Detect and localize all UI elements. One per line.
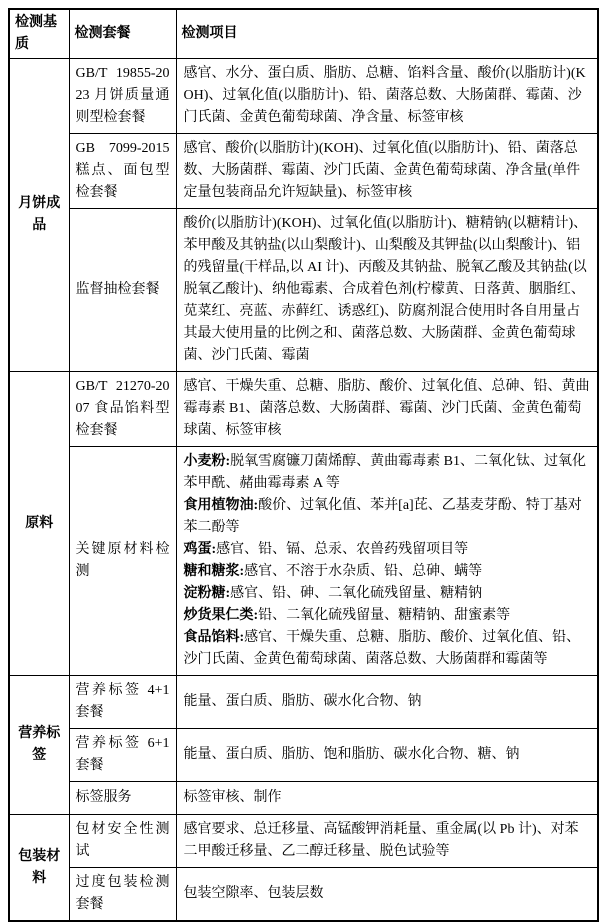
- table-body: [9, 59, 598, 922]
- items-cell: 感官、酸价(以脂肪计)(KOH)、过氧化值(以脂肪计)、铅、菌落总数、大肠菌群、霉菌、沙门氏菌、金黄色葡萄球菌、净含量(单件定量包装商品允许短缺量)、标签审核: [176, 134, 598, 209]
- table-row: [9, 782, 598, 815]
- table-row: [9, 447, 598, 676]
- table-row: [9, 209, 598, 372]
- package-cell: 标签服务: [69, 782, 176, 815]
- header-matrix: 检测基质: [9, 9, 69, 59]
- items-cell: 感官要求、总迁移量、高锰酸钾消耗量、重金属(以 Pb 计)、对苯二甲酸迁移量、乙二醇迁移量、脱色试验等: [176, 815, 598, 868]
- table-row: [9, 868, 598, 922]
- material-line: 鸡蛋:感官、铅、镉、总汞、农兽药残留项目等: [183, 542, 469, 557]
- matrix-cell-1: 原料: [9, 372, 69, 676]
- material-line: 小麦粉:脱氧雪腐镰刀菌烯醇、黄曲霉毒素 B1、二氧化钛、过氧化苯甲酰、赭曲霉毒素 A 等: [183, 454, 587, 491]
- package-cell: 监督抽检套餐: [69, 209, 176, 372]
- table-row: [9, 676, 598, 729]
- package-cell: GB 7099-2015 糕点、面包型检套餐: [69, 134, 176, 209]
- matrix-cell-3: 包装材料: [9, 815, 69, 922]
- matrix-cell-2: 营养标签: [9, 676, 69, 815]
- material-line: 食用植物油:酸价、过氧化值、苯并[a]芘、乙基麦芽酚、特丁基对苯二酚等: [183, 498, 582, 535]
- package-cell: 营养标签 4+1 套餐: [69, 676, 176, 729]
- material-label: 淀粉糖:: [183, 586, 231, 601]
- items-cell: 酸价(以脂肪计)(KOH)、过氧化值(以脂肪计)、糖精钠(以糖精计)、苯甲酸及其钠盐(以山梨酸计)、山梨酸及其钾盐(以山梨酸计)、铝的残留量(干样品,以 AI 计)、丙酸及其钠盐、脱氧乙酸及其钠盐(以脱氧乙酸计)、纳他霉素、合成着色剂(柠檬黄、日落黄、胭脂红、苋菜红、亮蓝、赤藓红、诱惑红)、防腐剂混合使用时各自用量占其最大使用量的比例之和、菌落总数、大肠菌群、金黄色葡萄球菌、沙门氏菌、霉菌: [176, 209, 598, 372]
- package-cell: 关键原材料检测: [69, 447, 176, 676]
- material-line: 糖和糖浆:感官、不溶于水杂质、铅、总砷、螨等: [183, 564, 483, 579]
- items-cell: 标签审核、制作: [176, 782, 598, 815]
- matrix-cell-0: 月饼成品: [9, 59, 69, 372]
- test-packages-table: [8, 8, 599, 922]
- package-cell: 营养标签 6+1 套餐: [69, 729, 176, 782]
- package-cell: 包材安全性测试: [69, 815, 176, 868]
- header-row: [9, 9, 598, 59]
- table-row: [9, 729, 598, 782]
- table-row: [9, 134, 598, 209]
- material-label: 小麦粉:: [183, 454, 231, 469]
- package-cell: GB/T 19855-2023 月饼质量通则型检套餐: [69, 59, 176, 134]
- items-cell: 感官、干燥失重、总糖、脂肪、酸价、过氧化值、总砷、铅、黄曲霉毒素 B1、菌落总数、大肠菌群、霉菌、沙门氏菌、金黄色葡萄球菌、标签审核: [176, 372, 598, 447]
- items-cell: 能量、蛋白质、脂肪、碳水化合物、钠: [176, 676, 598, 729]
- material-label: 鸡蛋:: [183, 542, 217, 557]
- header-package: 检测套餐: [69, 9, 176, 59]
- header-items: 检测项目: [176, 9, 598, 59]
- material-label: 食用植物油:: [183, 498, 259, 513]
- package-cell: 过度包装检测套餐: [69, 868, 176, 922]
- table-row: [9, 372, 598, 447]
- items-cell: [176, 447, 598, 676]
- items-cell: 包装空隙率、包装层数: [176, 868, 598, 922]
- table-row: [9, 815, 598, 868]
- package-cell: GB/T 21270-2007 食品馅料型检套餐: [69, 372, 176, 447]
- material-label: 食品馅料:: [183, 630, 245, 645]
- table-row: [9, 59, 598, 134]
- material-line: 淀粉糖:感官、铅、砷、二氧化硫残留量、糖精钠: [183, 586, 483, 601]
- items-cell: 感官、水分、蛋白质、脂肪、总糖、馅料含量、酸价(以脂肪计)(KOH)、过氧化值(以脂肪计)、铅、菌落总数、大肠菌群、霉菌、沙门氏菌、金黄色葡萄球菌、净含量、标签审核: [176, 59, 598, 134]
- material-label: 糖和糖浆:: [183, 564, 245, 579]
- material-line: 炒货果仁类:铅、二氧化硫残留量、糖精钠、甜蜜素等: [183, 608, 511, 623]
- items-cell: 能量、蛋白质、脂肪、饱和脂肪、碳水化合物、糖、钠: [176, 729, 598, 782]
- material-label: 炒货果仁类:: [183, 608, 259, 623]
- material-line: 食品馅料:感官、干燥失重、总糖、脂肪、酸价、过氧化值、铅、沙门氏菌、金黄色葡萄球菌、菌落总数、大肠菌群和霉菌等: [183, 630, 581, 667]
